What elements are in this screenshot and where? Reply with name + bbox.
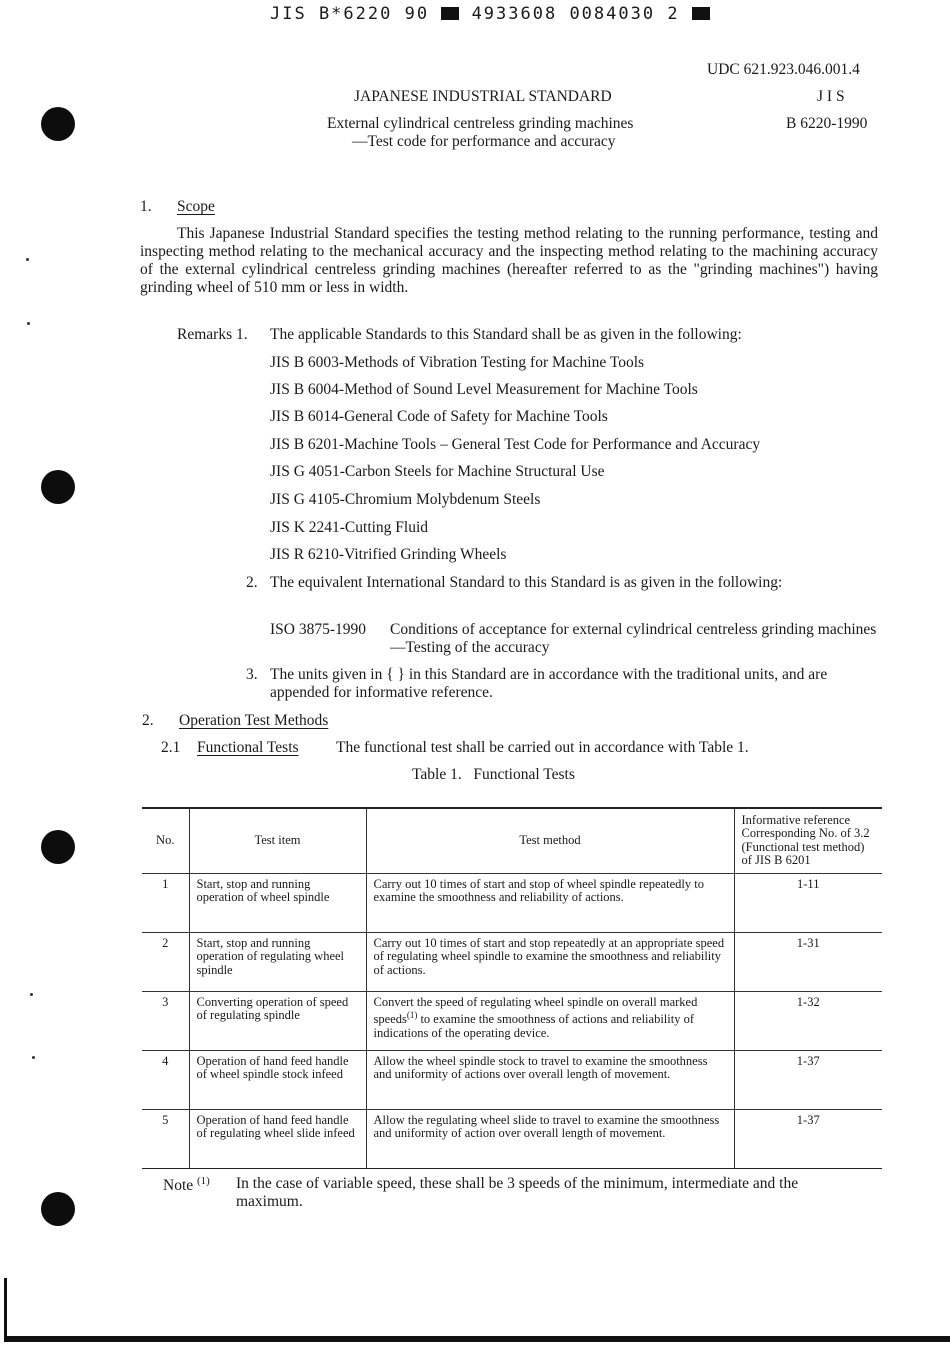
note-word: Note <box>163 1177 194 1195</box>
row-test-item: Operation of hand feed handle of regulating wheel slide infeed <box>189 1109 366 1168</box>
jis-label: J I S <box>817 88 845 105</box>
note-label <box>163 1175 210 1195</box>
section-1-title: Scope <box>177 198 215 215</box>
binder-hole-icon <box>41 470 75 504</box>
barcode-part2: 4933608 0084030 2 <box>471 4 680 24</box>
document-barcode-line <box>270 4 710 24</box>
method-text: to examine the smoothness of actions and reliability of indications of the operating device. <box>373 1012 695 1040</box>
note-text: In the case of variable speed, these shall be 3 speeds of the minimum, intermediate and the maximum. <box>236 1175 799 1210</box>
footnote-ref: (1) <box>406 1010 418 1020</box>
header-test-item: Test item <box>189 808 366 873</box>
scan-border-left <box>4 1278 7 1340</box>
barcode-block-icon <box>692 7 710 20</box>
table-row <box>142 991 882 1050</box>
table-caption: Table 1. Functional Tests <box>412 766 575 783</box>
section-1-number: 1. <box>140 198 152 215</box>
row-test-item: Start, stop and running operation of regulating wheel spindle <box>189 932 366 991</box>
standard-number: B 6220-1990 <box>786 115 868 132</box>
remark-2-text: The equivalent International Standard to this Standard is as given in the following: <box>270 574 783 591</box>
scan-speck-icon <box>27 322 30 325</box>
binder-hole-icon <box>41 1192 75 1226</box>
row-reference: 1-31 <box>734 932 882 991</box>
scope-paragraph: This Japanese Industrial Standard specifies the testing method relating to the running performance, testing and inspecting method relating to the mechanical accuracy and the inspecting method relating to the machining accuracy of the external cylindrical centreless grinding machines (hereafter referred to as the "grinding machines") having grinding wheel of 510 mm or less in width. <box>140 225 878 296</box>
row-test-method: Carry out 10 times of start and stop repeatedly at an appropriate speed of regulating wheel spindle to examine the smoothness and reliability of actions. <box>366 932 734 991</box>
row-no: 4 <box>142 1050 189 1109</box>
section-2-number: 2. <box>142 712 154 729</box>
row-reference: 1-11 <box>734 873 882 932</box>
method-text: Convert the speed of regulating wheel spindle on overall marked speeds <box>373 994 698 1027</box>
row-no: 1 <box>142 873 189 932</box>
remark-3-number: 3. <box>246 666 258 683</box>
standard-ref: JIS G 4051-Carbon Steels for Machine Structural Use <box>270 463 605 480</box>
table-row <box>142 932 882 991</box>
table-header-row <box>142 808 882 873</box>
row-test-method: Allow the wheel spindle stock to travel to examine the smoothness and uniformity of actions over overall length of movement. <box>366 1050 734 1109</box>
standard-ref: JIS B 6014-General Code of Safety for Machine Tools <box>270 408 608 425</box>
header-test-method: Test method <box>366 808 734 873</box>
subsection-text: The functional test shall be carried out in accordance with Table 1. <box>336 739 749 756</box>
section-2-title: Operation Test Methods <box>179 712 329 729</box>
row-reference: 1-37 <box>734 1050 882 1109</box>
remark-2-number: 2. <box>246 574 258 591</box>
standard-ref: JIS B 6201-Machine Tools – General Test Code for Performance and Accuracy <box>270 436 761 453</box>
header-no: No. <box>142 808 189 873</box>
iso-code: ISO 3875-1990 <box>270 621 367 638</box>
row-test-item: Operation of hand feed handle of wheel spindle stock infeed <box>189 1050 366 1109</box>
remarks-label: Remarks 1. <box>177 326 248 343</box>
row-test-item: Start, stop and running operation of wheel spindle <box>189 873 366 932</box>
row-reference: 1-37 <box>734 1109 882 1168</box>
udc-code: UDC 621.923.046.001.4 <box>707 61 860 78</box>
row-no: 5 <box>142 1109 189 1168</box>
barcode-part1: JIS B*6220 90 <box>270 4 430 24</box>
row-no: 2 <box>142 932 189 991</box>
iso-title: Conditions of acceptance for external cylindrical centreless grinding machines—Testing of the accuracy <box>390 621 877 656</box>
row-test-item: Converting operation of speed of regulating spindle <box>189 991 366 1050</box>
note-sup: (1) <box>197 1175 210 1187</box>
barcode-block-icon <box>441 7 459 20</box>
remarks-1-text: The applicable Standards to this Standard shall be as given in the following: <box>270 326 742 343</box>
subsection-title: Functional Tests <box>197 739 299 756</box>
row-test-method: Allow the regulating wheel slide to travel to examine the smoothness and uniformity of action over overall length of movement. <box>366 1109 734 1168</box>
scan-speck-icon <box>32 1056 35 1059</box>
standard-ref: JIS R 6210-Vitrified Grinding Wheels <box>270 546 507 563</box>
row-reference: 1-32 <box>734 991 882 1050</box>
functional-tests-table <box>142 807 882 1169</box>
scan-speck-icon <box>30 993 33 996</box>
scan-border-bottom <box>4 1336 950 1342</box>
standard-ref: JIS B 6004-Method of Sound Level Measurement for Machine Tools <box>270 381 698 398</box>
subsection-number: 2.1 <box>161 739 181 756</box>
row-no: 3 <box>142 991 189 1050</box>
standard-ref: JIS B 6003-Methods of Vibration Testing for Machine Tools <box>270 354 645 371</box>
table-row <box>142 1050 882 1109</box>
table-row <box>142 1109 882 1168</box>
row-test-method: Carry out 10 times of start and stop of wheel spindle repeatedly to examine the smoothness and reliability of actions. <box>366 873 734 932</box>
scan-speck-icon <box>26 258 29 261</box>
table-row <box>142 873 882 932</box>
standard-ref: JIS K 2241-Cutting Fluid <box>270 519 429 536</box>
binder-hole-icon <box>41 107 75 141</box>
header-reference: Informative reference Corresponding No. of 3.2 (Functional test method) of JIS B 6201 <box>734 808 882 873</box>
row-test-method <box>366 991 734 1050</box>
standard-type: JAPANESE INDUSTRIAL STANDARD <box>354 88 612 105</box>
standard-ref: JIS G 4105-Chromium Molybdenum Steels <box>270 491 541 508</box>
title-line-1: External cylindrical centreless grinding machines <box>327 115 634 132</box>
remark-3-text: The units given in { } in this Standard are in accordance with the traditional units, and are appended for informative reference. <box>270 666 828 701</box>
binder-hole-icon <box>41 830 75 864</box>
title-line-2: —Test code for performance and accuracy <box>352 133 616 150</box>
